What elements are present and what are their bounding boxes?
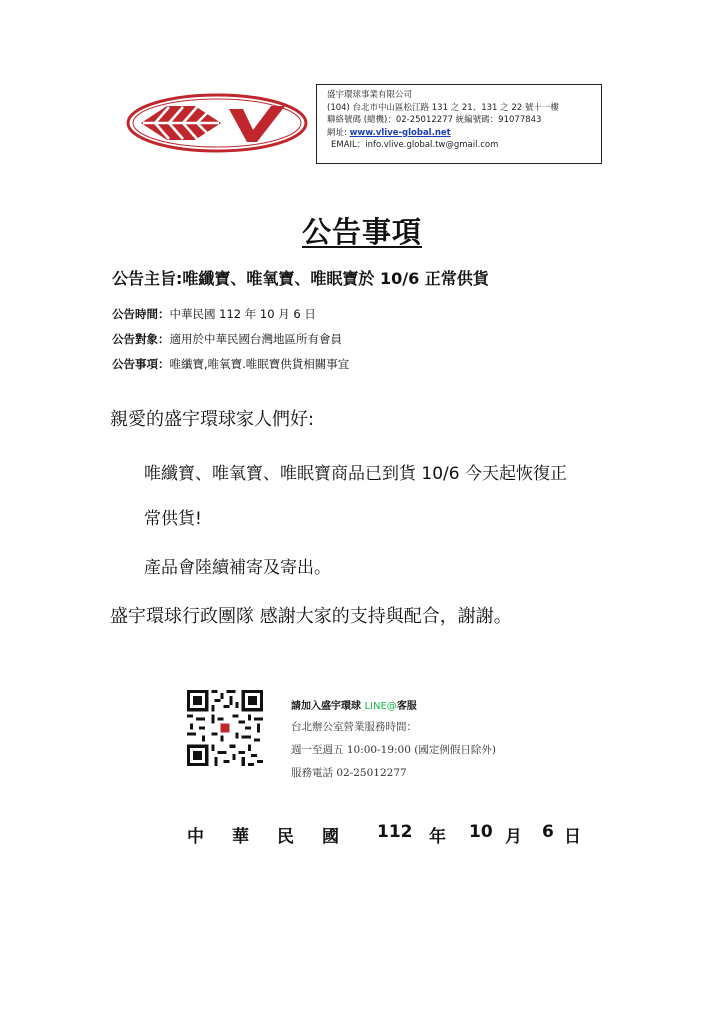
office-hours-title: 台北辦公室營業服務時間： <box>291 721 417 733</box>
company-website-row <box>327 127 601 140</box>
page-title: 公告事項 <box>301 215 422 249</box>
meta-matter-value: 唯纖寶,唯氧寶.唯眠寶供貨相關事宜 <box>169 357 350 371</box>
office-hours: 週一至週五 10:00-19:00 (國定例假日除外) <box>291 744 496 756</box>
company-address: (104) 台北市中山區松江路 131 之 21、131 之 22 號十一樓 <box>327 102 559 113</box>
company-logo <box>125 92 310 154</box>
greeting: 親愛的盛宇環球家人們好: <box>110 409 315 430</box>
meta-target-label: 公告對象： <box>112 332 170 346</box>
service-phone: 服務電話 02-25012277 <box>291 767 407 779</box>
body-line-3: 產品會陸續補寄及寄出。 <box>144 558 331 578</box>
meta-target-value: 適用於中華民國台灣地區所有會員 <box>169 332 342 346</box>
meta-matter-label: 公告事項： <box>112 357 170 371</box>
company-phone: 聯絡號碼 (總機)：02-25012277 統編號碼：91077843 <box>327 115 542 126</box>
meta-time-label: 公告時間： <box>112 307 170 321</box>
body-line-1: 唯纖寶、唯氧寶、唯眠寶商品已到貨 10/6 今天起恢復正 <box>144 464 567 484</box>
announcement-subject: 公告主旨:唯纖寶、唯氧寶、唯眠寶於 10/6 正常供貨 <box>112 269 489 288</box>
line-join-text: 請加入盛宇環球 LINE@客服 <box>291 701 417 712</box>
company-email: EMAIL：info.vlive.global.tw@gmail.com <box>331 140 499 151</box>
website-link[interactable]: www.vlive-global.net <box>349 127 451 138</box>
meta-time-value: 中華民國 112 年 10 月 6 日 <box>169 307 316 321</box>
company-info-box <box>316 84 602 164</box>
line-qr-code-icon[interactable] <box>187 690 263 766</box>
line-brand[interactable]: LINE@ <box>364 701 397 712</box>
company-name: 盛宇環球事業有限公司 <box>327 90 413 100</box>
closing-line: 盛宇環球行政團隊 感謝大家的支持與配合，謝謝。 <box>110 606 512 627</box>
meta-matter <box>112 356 349 372</box>
meta-time <box>112 306 316 322</box>
footer-date: 中 華 民 國 112 年 10 月 6 日 <box>187 822 581 847</box>
body-line-2: 常供貨! <box>144 509 202 529</box>
meta-target <box>112 331 342 347</box>
website-label: 網址: <box>327 127 347 138</box>
